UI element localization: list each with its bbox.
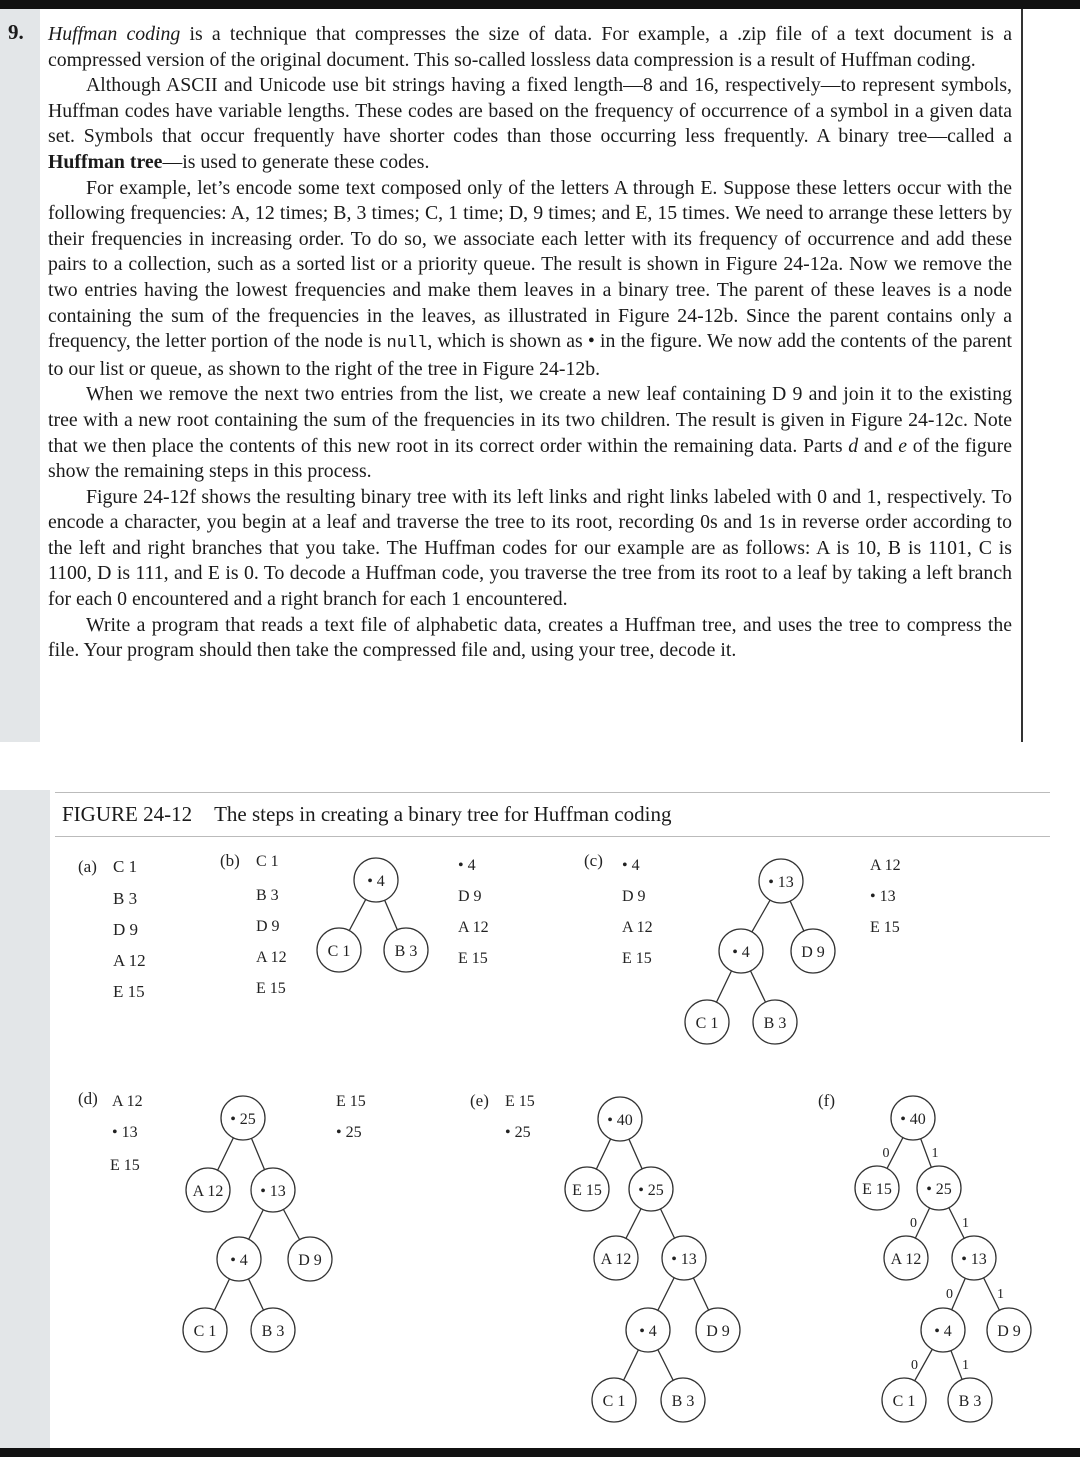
e-list-left-item: • 25 xyxy=(505,1124,531,1141)
a-list-item: D 9 xyxy=(113,920,139,939)
part-label-b: (b) xyxy=(220,851,240,870)
f-edge-one: 1 xyxy=(931,1146,939,1161)
b-tree-node-label: C 1 xyxy=(327,943,351,960)
a-list-item: C 1 xyxy=(113,857,138,876)
c-list-right-item: • 13 xyxy=(870,888,896,905)
part-label-a: (a) xyxy=(78,857,97,876)
d-list-left-item: E 15 xyxy=(110,1157,140,1174)
b-list-left-item: B 3 xyxy=(256,887,279,904)
e-tree-node-label: D 9 xyxy=(706,1323,730,1340)
part-label-f: (f) xyxy=(818,1091,835,1110)
d-list-right-item: E 15 xyxy=(336,1093,366,1110)
c-list-left-item: E 15 xyxy=(622,950,652,967)
d-tree-node-label: C 1 xyxy=(193,1323,217,1340)
c-tree-node-label: B 3 xyxy=(763,1015,787,1032)
term-huffman-coding: Huffman coding xyxy=(48,23,181,45)
c-tree-node-label: • 13 xyxy=(768,874,794,891)
e-tree-node-label: C 1 xyxy=(602,1393,626,1410)
c-list-left-item: D 9 xyxy=(622,888,646,905)
b-list-right-item: D 9 xyxy=(458,888,482,905)
f-edge-zero: 0 xyxy=(946,1287,953,1302)
f-tree-node-label: E 15 xyxy=(862,1181,892,1198)
d-tree-node-label: B 3 xyxy=(261,1323,285,1340)
b-list-left-item: A 12 xyxy=(256,949,287,966)
d-tree-node-label: D 9 xyxy=(298,1252,322,1269)
d-tree-node-label: A 12 xyxy=(192,1183,224,1200)
f-tree-node-label: • 4 xyxy=(934,1323,952,1340)
f-edge-zero: 0 xyxy=(911,1358,918,1373)
d-tree-node-label: • 4 xyxy=(230,1252,248,1269)
e-tree-node-label: • 25 xyxy=(638,1182,664,1199)
f-tree-node-label: • 25 xyxy=(926,1181,952,1198)
f-edge-one: 1 xyxy=(997,1287,1004,1302)
d-tree-node-label: • 25 xyxy=(230,1111,256,1128)
paragraph-4: When we remove the next two entries from the list, we create a new leaf containing D 9 and join it to the existing tree with a new root containing the sum of the frequencies in its two children. The result is given in Figure 24-12c. Note that we then place the contents of this new root in its correct order within the remaining data. Parts d and e of the figure show the remaining steps in this process. xyxy=(48,383,1013,483)
a-list-item: E 15 xyxy=(113,982,145,1001)
f-tree-node-label: D 9 xyxy=(997,1323,1021,1340)
part-label-c: (c) xyxy=(584,851,603,870)
f-edge-zero: 0 xyxy=(910,1216,917,1231)
figure-label: FIGURE 24-12 xyxy=(62,802,193,826)
f-tree-node-label: A 12 xyxy=(890,1251,922,1268)
e-tree-node-label: • 40 xyxy=(607,1112,633,1129)
d-list-right-item: • 25 xyxy=(336,1124,362,1141)
figure-title: The steps in creating a binary tree for Huffman coding xyxy=(214,802,672,826)
paragraph-5: Figure 24-12f shows the resulting binary tree with its left links and right links labeled with 0 and 1, respectively. To encode a character, you begin at a leaf and traverse the tree to its root, recording 0s and 1s in reverse order according to the left and right branches that you take. The Huffman codes for our example are as follows: A is 10, B is 1101, C is 1100, D is 111, and E is 0. To decode a Huffman code, you traverse the tree from its root to a leaf by taking a left branch for each 0 encountered and a right branch for each 1 encountered. xyxy=(48,485,1012,611)
c-list-right-item: A 12 xyxy=(870,857,901,874)
e-tree-node-label: B 3 xyxy=(671,1393,695,1410)
b-list-left-item: D 9 xyxy=(256,918,280,935)
b-tree-node-label: • 4 xyxy=(367,873,385,890)
paragraph-1: Huffman coding is a technique that compresses the size of data. For example, a .zip file of a text document is a compressed version of the original document. This so-called lossless data compression is a result of Huffman coding. xyxy=(48,23,1012,71)
b-tree-node-label: B 3 xyxy=(394,943,418,960)
d-list-left-item: A 12 xyxy=(112,1093,143,1110)
c-tree-node-label: C 1 xyxy=(695,1015,719,1032)
b-list-left-item: E 15 xyxy=(256,980,286,997)
f-edge-zero: 0 xyxy=(882,1146,890,1161)
paragraph-3: For example, let’s encode some text composed only of the letters A through E. Suppose these letters occur with the following frequencies: A, 12 times; B, 3 times; C, 1 time; D, 9 times; and E, 15 times. We need to arrange these letters by their frequencies in increasing order. To do so, we associate each letter with its frequency of occurrence and add these pairs to a collection, such as a sorted list or a priority queue. The result is shown in Figure 24-12a. Now we remove the two entries having the lowest frequencies and make them leaves in a binary tree. The parent of these leaves is a node containing the sum of the frequencies in the leaves, as illustrated in Figure 24-12b. Since the parent contains only a frequency, the letter portion of the node is null, which is shown as • in the figure. We now add the contents of the parent to our list or queue, as shown to the right of the tree in Figure 24-12b. xyxy=(48,176,1012,380)
b-list-right-item: E 15 xyxy=(458,950,488,967)
b-list-right-item: • 4 xyxy=(458,857,476,874)
f-tree-node-label: • 13 xyxy=(961,1251,987,1268)
d-list-left-item: • 13 xyxy=(112,1124,138,1141)
part-label-e: (e) xyxy=(470,1091,489,1110)
f-edge-one: 1 xyxy=(962,1358,969,1373)
f-edge-one: 1 xyxy=(962,1216,969,1231)
e-tree-node-label: A 12 xyxy=(600,1251,632,1268)
c-list-left-item: • 4 xyxy=(622,857,640,874)
c-tree-node-label: D 9 xyxy=(801,944,825,961)
term-huffman-tree: Huffman tree xyxy=(48,150,163,173)
b-list-left-item: C 1 xyxy=(256,853,279,870)
f-tree-node-label: B 3 xyxy=(958,1393,982,1410)
exercise-number: 9. xyxy=(8,20,24,44)
e-list-left-item: E 15 xyxy=(505,1093,535,1110)
a-list-item: B 3 xyxy=(113,889,138,908)
f-tree-node-label: C 1 xyxy=(892,1393,916,1410)
a-list-item: A 12 xyxy=(113,951,146,970)
part-label-d: (d) xyxy=(78,1089,98,1108)
bottom-border xyxy=(0,1448,1080,1457)
c-list-right-item: E 15 xyxy=(870,919,900,936)
e-tree-node-label: • 4 xyxy=(639,1323,657,1340)
paragraph-2: Although ASCII and Unicode use bit strings having a fixed length—8 and 16, respectively—to represent symbols, Huffman codes have variable lengths. These codes are based on the frequency of occurrence of a symbol in a given data set. Symbols that occur frequently have shorter codes than those occurring less frequently. A binary tree—called a Huffman tree—is used to generate these codes. xyxy=(48,74,1012,173)
c-tree-node-label: • 4 xyxy=(732,944,750,961)
paragraph-6: Write a program that reads a text file of alphabetic data, creates a Huffman tree, and uses the tree to compress the file. Your program should then take the compressed file and, using your tree, decode it. xyxy=(48,613,1012,662)
d-tree-node-label: • 13 xyxy=(260,1183,286,1200)
b-list-right-item: A 12 xyxy=(458,919,489,936)
e-tree-node-label: • 13 xyxy=(671,1251,697,1268)
e-tree-node-label: E 15 xyxy=(572,1182,602,1199)
f-tree-node-label: • 40 xyxy=(900,1111,926,1128)
code-null: null xyxy=(386,334,428,354)
c-list-left-item: A 12 xyxy=(622,919,653,936)
